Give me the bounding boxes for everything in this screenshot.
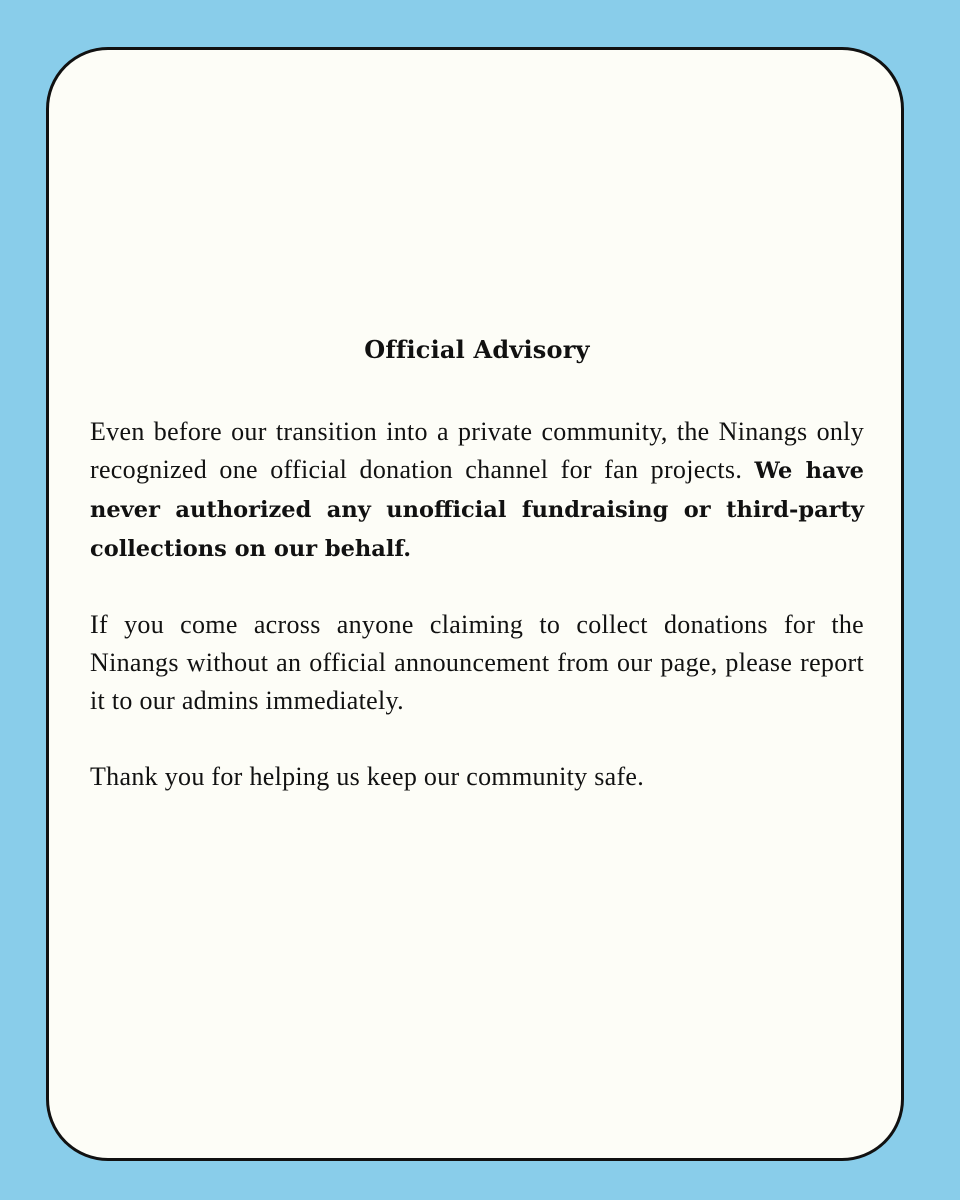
advisory-title: Official Advisory — [364, 335, 590, 364]
advisory-paragraph-2: If you come across anyone claiming to collect donations for the Ninangs without an official announcement from our page, please report it to our admins immediately. — [90, 610, 864, 715]
advisory-content — [90, 330, 864, 796]
paragraph-1-bold-statement: We have never authorized any unofficial fundraising or third-party collections on our behalf. — [90, 458, 864, 562]
paragraph-1-text: Even before our transition into a private community, the Ninangs only recognized one official donation channel for fan projects. — [90, 417, 864, 484]
advisory-paragraph-3: Thank you for helping us keep our community safe. — [90, 762, 645, 791]
advisory-paragraph-1 — [90, 413, 864, 568]
